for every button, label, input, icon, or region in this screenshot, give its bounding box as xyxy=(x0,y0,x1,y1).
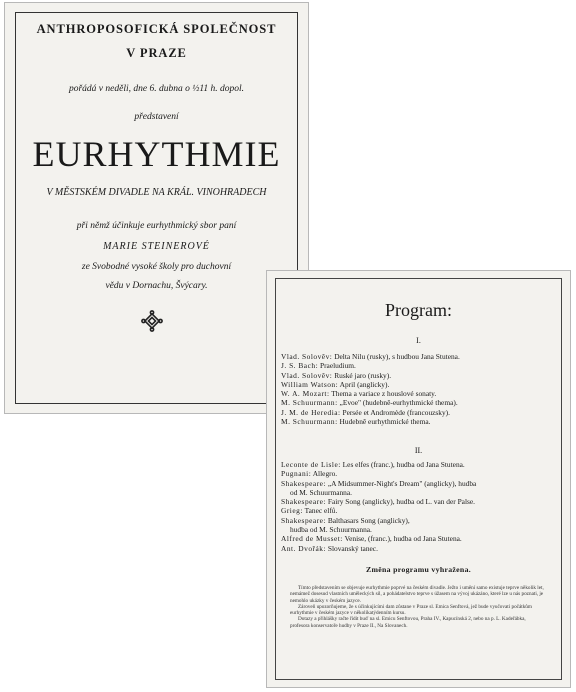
choir-line: při němž účinkuje eurhythmický sbor paní xyxy=(76,221,237,231)
city-heading: V PRAZE xyxy=(126,46,187,60)
diamond-knot-ornament-icon xyxy=(141,310,163,332)
list-item: od M. Schuurmanna. xyxy=(290,487,352,497)
list-item: Ant. Dvořák: Slovanský tanec. xyxy=(281,543,378,553)
list-item: Leconte de Lisle: Les elfes (franc.), hudba od Jana Stutena. xyxy=(281,460,465,469)
list-item: M. Schuurmann: Hudebně eurhythmické thema. xyxy=(281,417,431,427)
list-item: Pugnani: Allegro. xyxy=(281,469,338,479)
list-item: J. S. Bach: Praeludium. xyxy=(281,361,356,371)
presents-line: představení xyxy=(134,112,179,122)
venue-line: V MĚSTSKÉM DIVADLE NA KRÁL. VINOHRADECH xyxy=(46,187,267,198)
left-page xyxy=(4,2,309,414)
list-item: hudba od M. Schuurmanna. xyxy=(290,525,372,535)
footnote-paragraph: Zároveň upozorňujeme, že s účinkujícími dam zůstane v Praze sl. Emica Senftová, jež bude vyučovati počátkům eurhythmie v českém jazyce v několikatýdenním kursu. xyxy=(290,603,532,617)
program-list-1 xyxy=(281,352,460,426)
section-2-label: II. xyxy=(414,446,423,455)
left-page-frame xyxy=(15,12,298,404)
footnote-paragraph: Tímto představením se objevuje eurhythmie poprvé na českém divadle. Ježto i umění samo existuje teprve několik let, nemámež dosesud vlastních uměleckých sil, a pohádatelstvo teprve s úžasem na vývoj ukázáno, které lze u nás poznati, je nemohlo ukázky v českém jazyce. xyxy=(290,585,544,604)
list-item: Vlad. Solověv: Delta Nilu (rusky), s hudbou Jana Stutena. xyxy=(281,352,460,361)
list-item: Alfred de Musset: Venise, (franc.), hudba od Jana Stutena. xyxy=(281,534,462,544)
leader-name: MARIE STEINEROVÉ xyxy=(103,241,210,252)
list-item: Shakespeare: „A Midsummer-Night's Dream" (anglicky), hudba xyxy=(281,478,477,488)
list-item: W. A. Mozart: Thema a variace z houslové sonaty. xyxy=(281,389,437,399)
list-item: M. Schuurmann: „Evoe" (hudebně-eurhythmické thema). xyxy=(281,398,458,408)
date-line: pořádá v neděli, dne 6. dubna o ½11 h. dopol. xyxy=(68,84,245,94)
program-change-note: Změna programu vyhražena. xyxy=(365,565,472,574)
program-list-2 xyxy=(281,460,476,553)
list-item: Shakespeare: Balthasars Song (anglicky), xyxy=(281,515,410,525)
organization-heading: ANTHROPOSOFICKÁ SPOLEČNOST xyxy=(36,22,277,36)
program-title: Program: xyxy=(385,300,452,320)
list-item: Grieg: Tanec elfů. xyxy=(281,506,338,516)
main-title: EURHYTHMIE xyxy=(32,134,281,174)
school-line-2: vědu v Dornachu, Švýcary. xyxy=(105,281,208,291)
footnotes xyxy=(290,585,544,629)
footnote-paragraph: Dotazy a přihlášky račte řídit buď na sl. Emicu Senftovou, Praha IV., Kapucínská 2, nebo na p. L. Kadeřábka, profesora konservatoře hudby v Praze II., Na Slovanech. xyxy=(290,616,526,629)
list-item: Vlad. Solověv: Ruské jaro (rusky). xyxy=(281,370,392,380)
school-line-1: ze Svobodné vysoké školy pro duchovní xyxy=(81,262,232,272)
section-1-label: I. xyxy=(416,336,421,345)
list-item: Shakespeare: Fairy Song (anglicky), hudba od L. van der Palse. xyxy=(281,497,476,507)
list-item: J. M. de Heredia: Persée et Andromède (francouzsky). xyxy=(281,407,450,417)
list-item: William Watson: April (anglicky). xyxy=(281,379,390,389)
